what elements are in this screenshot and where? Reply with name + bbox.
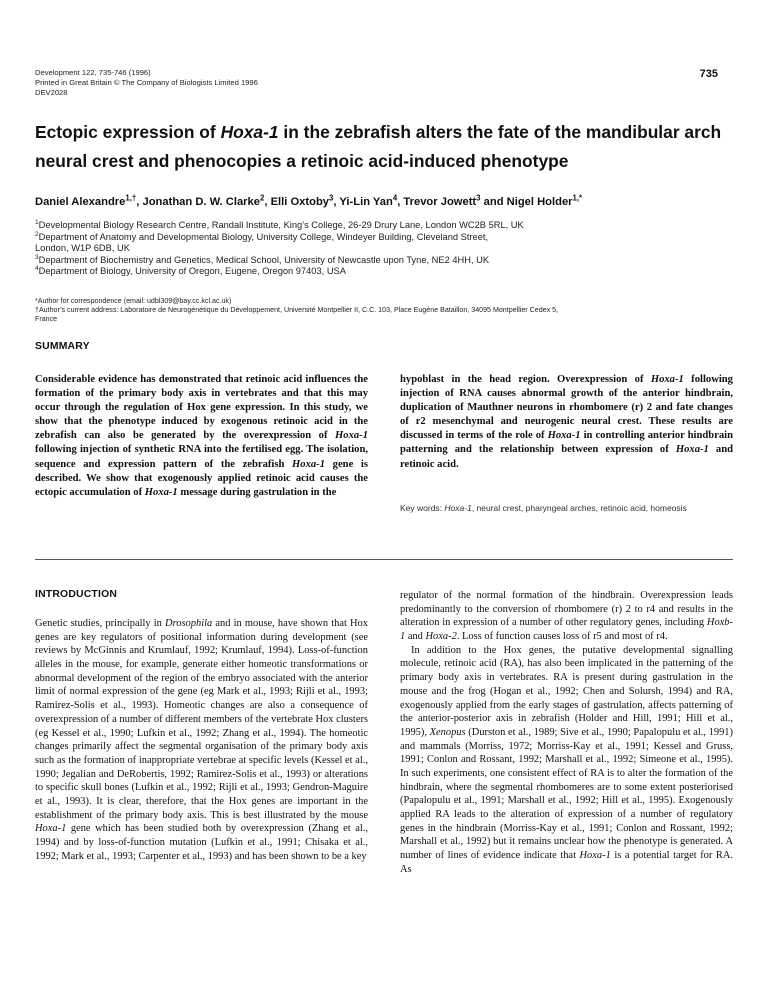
paragraph: regulator of the normal formation of the hindbrain. Overexpression leads predominantly to the conversion of rhombomere (r) 2 to r4 and results in the alteration in expression of a number of other regulatory genes, including Hoxb-1 and Hoxa-2. Loss of function causes loss of r5 and most of r4. (400, 590, 733, 643)
journal-citation: Development 122, 735-746 (1996) (35, 68, 151, 77)
keywords: Key words: Hoxa-1, neural crest, pharyngeal arches, retinoic acid, homeosis (400, 503, 687, 513)
summary-right-column: hypoblast in the head region. Overexpression of Hoxa-1 following injection of RNA causes abnormal growth of the anterior hindbrain, duplication of Mauthner neurons in rhombomere (r) 2 and fate changes of r2 mesenchymal and neurogenic neural crest. These results are discussed in terms of the role of Hoxa-1 in controlling anterior hindbrain patterning and the relationship between expression of Hoxa-1 and retinoic acid. (400, 374, 734, 470)
author: Trevor Jowett$^3$ (403, 193, 481, 208)
affiliation: $^4$Department of Biology, University of Oregon, Eugene, Oregon 97403, USA (35, 265, 346, 277)
journal-info (35, 68, 258, 98)
introduction-heading: INTRODUCTION (35, 589, 118, 600)
address-note: †Author’s current address: Laboratoire de Neurogénétique du Développement, Université Montpellier II, C.C. 103, Place Eugène Bataillon, 34095 Montpellier Cedex 5, (35, 306, 559, 315)
title-part: Ectopic expression of (35, 122, 221, 142)
address-note-cont: France (35, 315, 58, 324)
author: Daniel Alexandre$^{1,\dagger}$ (35, 193, 137, 208)
paragraph: Genetic studies, principally in Drosophila and in mouse, have shown that Hox genes are key regulators of positional information during development (see reviews by McGinnis and Krumlauf, 1992; Krumlauf, 1994). Loss-of-function alleles in the mouse, for example, generate either homeotic transformations or abnormal development of the region of the embryo associated with the anterior limit of normal expression of the gene (eg Mark et al., 1993; Rijli et al., 1993; Ramirez-Solis et al., 1993). Homeotic changes are also a consequence of overexpression of a number of different members of the vertebrate Hox clusters (eg Kessel et al., 1990; Lufkin et al., 1992; Zhang et al., 1994). The homeotic changes primarily affect the segmental organisation of the primary body axis such as the formation of inappropriate vertebrae at specific levels (Kessel et al., 1990; Jegalian and DeRobertis, 1992; Ramirez-Solis et al., 1993) or alterations to specific skull bones (Lufkin et al., 1992; Rijli et al., 1993; Gendron-Maguire et al., 1993). It is clear, therefore, that the Hox genes are important in the establishment of the primary body axis. This is best illustrated by the mouse Hoxa-1 gene which has been studied both by overexpression (Zhang et al., 1994) and by loss-of-function mutation (Lufkin et al., 1991; Chisaka et al., 1992; Mark et al., 1993; Carpenter et al., 1993) and has been shown to be a key (35, 618, 368, 862)
introduction-right-column (400, 589, 733, 876)
title-gene: Hoxa-1 (220, 122, 279, 142)
paragraph: In addition to the Hox genes, the putative developmental signalling molecule, retinoic acid (RA), has also been implicated in the patterning of the primary body axis in vertebrates. RA is present during gastrulation in the mouse and the frog (Hogan et al., 1992; Chen and Solursh, 1994) and RA, exogenously applied from the early stages of gastrulation, affects patterning of the anterior-posterior axis in zebrafish (Holder and Hill, 1991; Hill et al., 1995), Xenopus (Durston et al., 1989; Sive et al., 1990; Papalopulu et al., 1991) and mammals (Morriss, 1972; Morriss-Kay et al., 1991; Kessel and Gruss, 1991; Conlon and Rossant, 1992; Marshall et al., 1992; Simeone et al., 1995). In such experiments, one consistent effect of RA is to alter the formation of the hindbrain, where the segmental rhombomeres are to some extent posteriorised (Papalopulu et al., 1991; Marshall et al., 1992; Hill et al., 1995). Exogenously applied RA leads to the alteration of expression of a number of regulatory genes in the hindbrain (Morriss-Kay et al., 1991; Conlon and Rossant, 1992; Marshall et al., 1992) but it remains unclear how the phenotype is generated. A number of lines of evidence indicate that Hoxa-1 is a potential target for RA. As (400, 644, 734, 875)
author: Elli Oxtoby$^3$ (270, 193, 334, 208)
author: Jonathan D. W. Clarke$^2$ (142, 193, 265, 208)
correspondence-note: *Author for correspondence (email: udbl309@bay.cc.kcl.ac.uk) (35, 297, 232, 305)
affiliations (35, 220, 735, 278)
summary-heading: SUMMARY (35, 341, 90, 352)
footnotes (35, 297, 735, 325)
title-part: in the zebrafish alters the fate of the mandibular arch neural crest and phenocopies a retinoic acid-induced phenotype (35, 122, 722, 171)
affiliation: $^2$Department of Anatomy and Developmental Biology, University College, Windeyer Building, Cleveland Street, (35, 230, 489, 242)
summary-left-column: Considerable evidence has demonstrated that retinoic acid influences the formation of the primary body axis in vertebrates and that this may occur through the regulation of Hox gene expression. In this study, we show that the phenotype induced by exogenous retinoic acid in the zebrafish can also be generated by the overexpression of Hoxa-1 following injection of synthetic RNA into the fertilised egg. The isolation, sequence and expression pattern of the zebrafish Hoxa-1 gene is described. We show that exogenously applied retinoic acid causes the ectopic accumulation of Hoxa-1 message during gastrulation in the (35, 374, 368, 498)
author: Nigel Holder$^{1,*}$ (506, 193, 583, 208)
section-divider (35, 559, 733, 560)
author-list: Daniel Alexandre$^{1,\dagger}$, Jonathan D. W. Clarke$^2$, Elli Oxtoby$^3$, Yi-Lin Yan$^4$, Trevor Jowett$^3$ and Nigel Holder$^{1,*}$ (35, 193, 583, 208)
article-title (35, 118, 735, 176)
journal-code: DEV2028 (35, 88, 68, 97)
author: Yi-Lin Yan$^4$ (339, 193, 398, 208)
journal-copyright: Printed in Great Britain © The Company of Biologists Limited 1996 (35, 78, 258, 87)
introduction-left-column (35, 617, 368, 863)
affiliation: $^1$Developmental Biology Research Centre, Randall Institute, King’s College, 26-29 Drury Lane, London WC2B 5RL, UK (35, 218, 524, 230)
page-number: 735 (699, 68, 718, 80)
affiliation: $^3$Department of Biochemistry and Genetics, Medical School, University of Newcastle upon Tyne, NE2 4HH, UK (35, 253, 490, 265)
affiliation: London, W1P 6DB, UK (35, 243, 130, 254)
